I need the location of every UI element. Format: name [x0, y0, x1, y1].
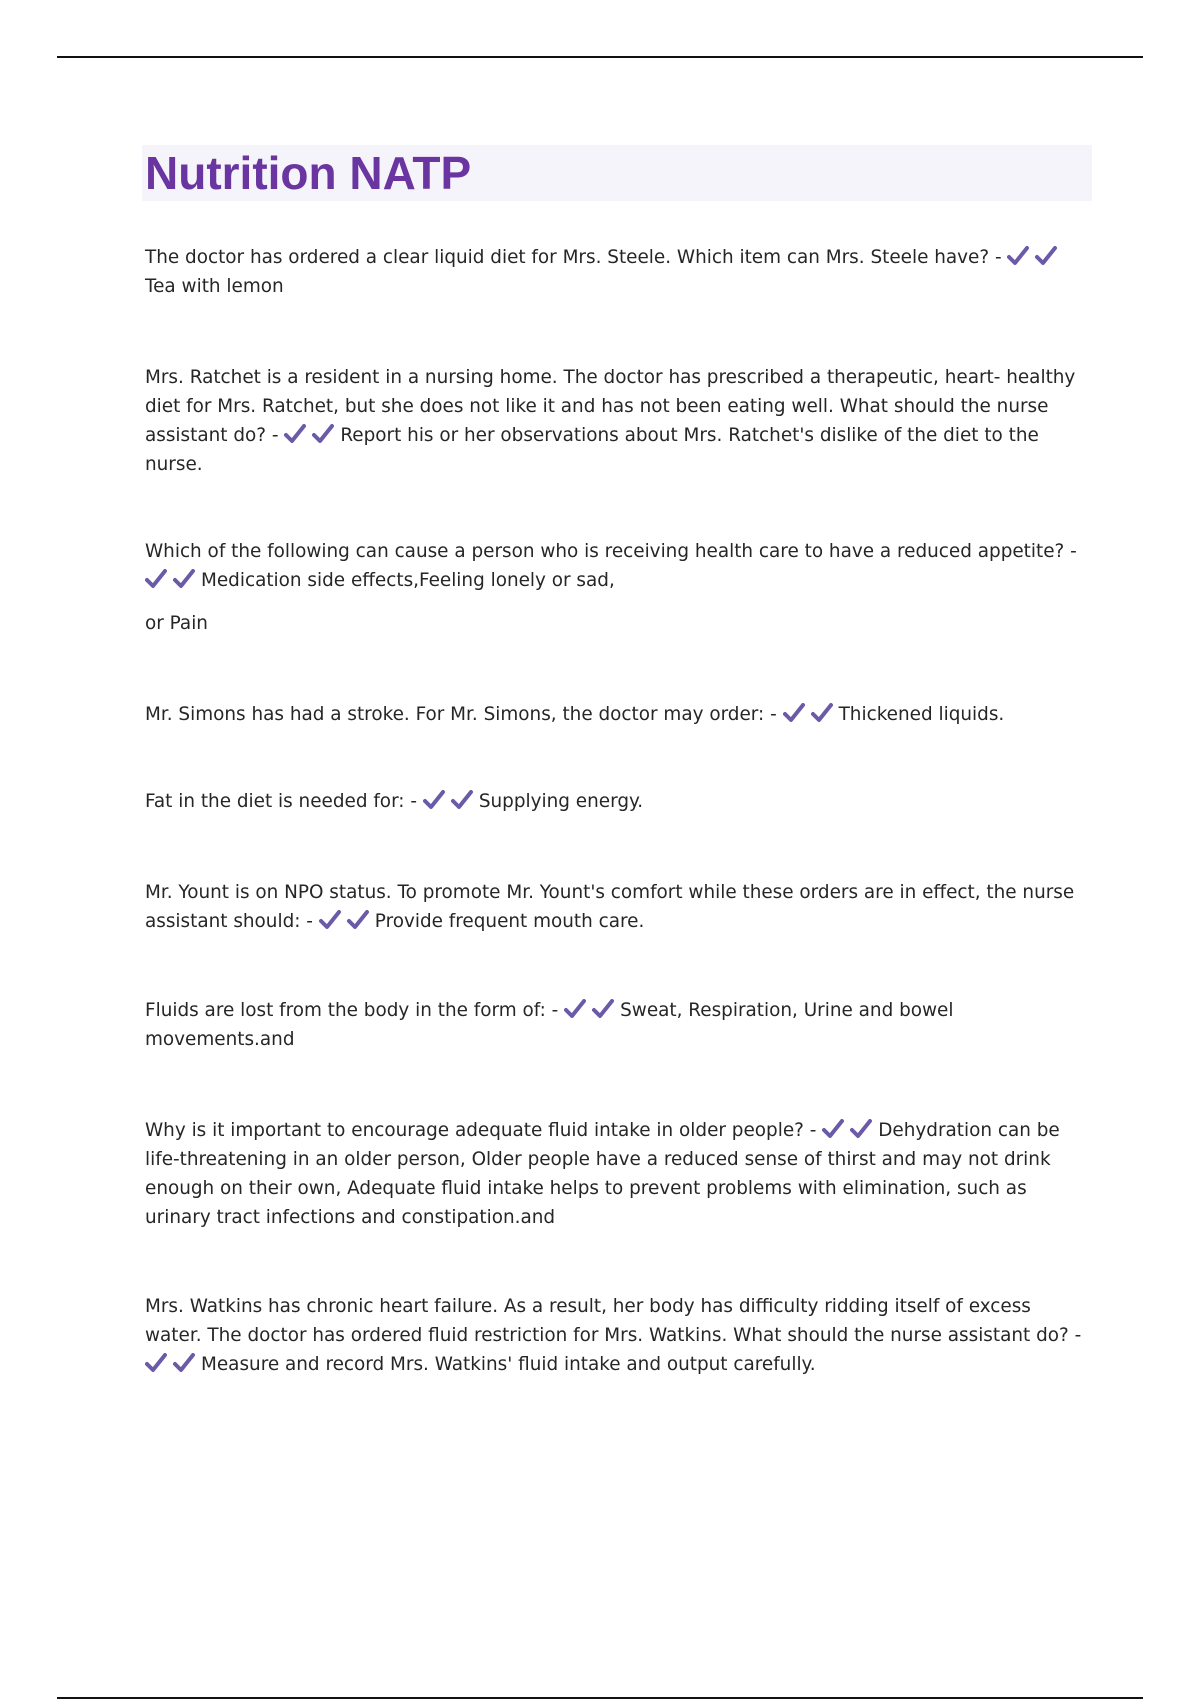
- question-item: [145, 878, 1092, 936]
- question-list: [145, 243, 1092, 1379]
- question-text: The doctor has ordered a clear liquid diet for Mrs. Steele. Which item can Mrs. Steele have? -: [145, 247, 1002, 268]
- question-text: Mr. Yount is on NPO status. To promote Mr. Yount's comfort while these orders are in effect, the nurse assistant should: -: [145, 882, 1075, 932]
- question-item: [145, 1116, 1092, 1232]
- check-mark-icon: [783, 703, 805, 723]
- answer-checks: [423, 791, 479, 812]
- question-text: Mr. Simons has had a stroke. For Mr. Simons, the doctor may order: -: [145, 704, 777, 725]
- check-mark-icon: [811, 703, 833, 723]
- check-mark-icon: [592, 999, 614, 1019]
- check-mark-icon: [347, 910, 369, 930]
- answer-checks: [822, 1120, 878, 1141]
- answer-checks: [145, 1354, 201, 1375]
- check-mark-icon: [822, 1119, 844, 1139]
- answer-checks: [284, 425, 340, 446]
- answer-checks: [145, 570, 201, 591]
- question-item: [145, 996, 1092, 1054]
- top-rule: [57, 56, 1143, 58]
- bottom-rule: [57, 1697, 1143, 1699]
- answer-checks: [319, 911, 375, 932]
- answer-checks: [783, 704, 839, 725]
- check-mark-icon: [319, 910, 341, 930]
- question-item: [145, 1292, 1092, 1379]
- check-mark-icon: [312, 424, 334, 444]
- answer-text: Thickened liquids.: [838, 704, 1005, 725]
- answer-text: Tea with lemon: [145, 276, 284, 297]
- question-item: [145, 243, 1092, 301]
- answer-text: Dehydration can be life-threatening in an older person, Older people have a reduced sense of thirst and may not drink enough on their own, Adequate fluid intake helps to prevent problems with elimination, such as urinary tract infections and constipation.and: [145, 1120, 1060, 1228]
- question-text: Which of the following can cause a person who is receiving health care to have a reduced appetite? -: [145, 541, 1077, 562]
- answer-text: Medication side effects,Feeling lonely or sad,: [201, 570, 615, 591]
- answer-checks: [1007, 247, 1063, 268]
- answer-text: Provide frequent mouth care.: [374, 911, 645, 932]
- check-mark-icon: [145, 569, 167, 589]
- check-mark-icon: [284, 424, 306, 444]
- check-mark-icon: [173, 569, 195, 589]
- check-mark-icon: [423, 790, 445, 810]
- check-mark-icon: [451, 790, 473, 810]
- document-title: Nutrition NATP: [145, 147, 472, 199]
- check-mark-icon: [850, 1119, 872, 1139]
- answer-text: Supplying energy.: [478, 791, 644, 812]
- answer-checks: [564, 1000, 620, 1021]
- answer-continuation: or Pain: [145, 613, 208, 634]
- answer-text: Report his or her observations about Mrs. Ratchet's dislike of the diet to the nurse.: [145, 425, 1039, 475]
- question-item: [145, 787, 1092, 816]
- check-mark-icon: [173, 1353, 195, 1373]
- title-band: [142, 145, 1092, 201]
- question-text: Mrs. Watkins has chronic heart failure. As a result, her body has difficulty ridding itself of excess water. The doctor has ordered fluid restriction for Mrs. Watkins. What should the nurse assistant do? -: [145, 1296, 1082, 1346]
- check-mark-icon: [145, 1353, 167, 1373]
- question-text: Fluids are lost from the body in the form of: -: [145, 1000, 559, 1021]
- answer-text: Sweat, Respiration, Urine and bowel movements.and: [145, 1000, 954, 1050]
- question-text: Fat in the diet is needed for: -: [145, 791, 417, 812]
- question-item: [145, 537, 1092, 638]
- answer-text: Measure and record Mrs. Watkins' fluid intake and output carefully.: [201, 1354, 816, 1375]
- document-page: [145, 145, 1092, 1441]
- question-text: Why is it important to encourage adequate fluid intake in older people? -: [145, 1120, 817, 1141]
- question-item: [145, 700, 1092, 729]
- question-text: Mrs. Ratchet is a resident in a nursing home. The doctor has prescribed a therapeutic, heart- healthy diet for Mrs. Ratchet, but she does not like it and has not been eating well. What should the nurse assistant do? -: [145, 367, 1076, 446]
- check-mark-icon: [564, 999, 586, 1019]
- check-mark-icon: [1035, 246, 1057, 266]
- check-mark-icon: [1007, 246, 1029, 266]
- question-item: [145, 363, 1092, 479]
